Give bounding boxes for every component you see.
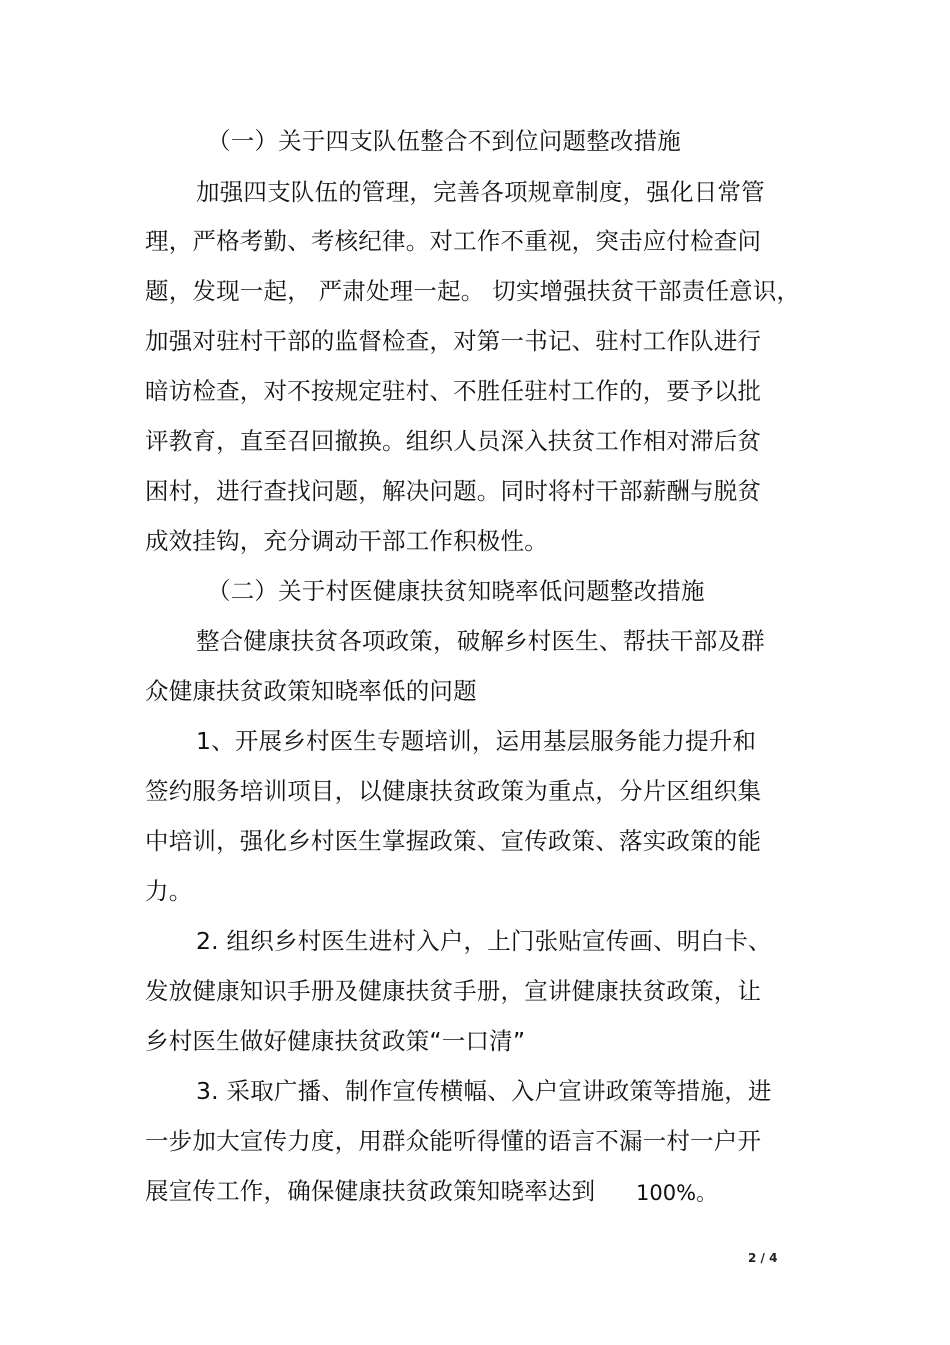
section-heading-1: （一）关于四支队伍整合不到位问题整改措施 bbox=[207, 127, 681, 155]
list-item-3-line: 一步加大宣传力度，用群众能听得懂的语言不漏一村一户开 bbox=[145, 1127, 762, 1155]
list-item-3-line: 3. 采取广播、制作宣传横幅、入户宣讲政策等措施，进 bbox=[196, 1077, 772, 1105]
percentage-value: 100%。 bbox=[636, 1181, 718, 1205]
paragraph-line: 评教育，直至召回撤换。组织人员深入扶贫工作相对滞后贫 bbox=[145, 427, 762, 455]
section-heading-2: （二）关于村医健康扶贫知晓率低问题整改措施 bbox=[207, 577, 705, 605]
list-item-1-line: 力。 bbox=[145, 877, 193, 905]
list-item-2-line: 2. 组织乡村医生进村入户，上门张贴宣传画、明白卡、 bbox=[196, 927, 772, 955]
paragraph-line: 加强对驻村干部的监督检查，对第一书记、驻村工作队进行 bbox=[145, 327, 762, 355]
list-item-1-line: 签约服务培训项目，以健康扶贫政策为重点，分片区组织集 bbox=[145, 777, 762, 805]
list-item-2-line: 发放健康知识手册及健康扶贫手册，宣讲健康扶贫政策，让 bbox=[145, 977, 762, 1005]
list-item-3-line: 展宣传工作，确保健康扶贫政策知晓率达到 bbox=[145, 1177, 596, 1205]
list-item-1-line: 中培训，强化乡村医生掌握政策、宣传政策、落实政策的能 bbox=[145, 827, 762, 855]
page-number: 2 / 4 bbox=[748, 1251, 778, 1265]
paragraph-line: 众健康扶贫政策知晓率低的问题 bbox=[145, 677, 477, 705]
paragraph-line: 加强四支队伍的管理，完善各项规章制度，强化日常管 bbox=[196, 178, 765, 206]
paragraph-line: 困村，进行查找问题，解决问题。同时将村干部薪酬与脱贫 bbox=[145, 477, 762, 505]
list-item-1-line: 1、开展乡村医生专题培训，运用基层服务能力提升和 bbox=[196, 727, 757, 755]
paragraph-line: 题，发现一起， 严肃处理一起。 切实增强扶贫干部责任意识， bbox=[145, 277, 801, 305]
paragraph-line: 整合健康扶贫各项政策，破解乡村医生、帮扶干部及群 bbox=[196, 627, 765, 655]
list-item-2-line: 乡村医生做好健康扶贫政策“一口清” bbox=[145, 1027, 526, 1055]
paragraph-line: 成效挂钩，充分调动干部工作积极性。 bbox=[145, 527, 548, 555]
paragraph-line: 理，严格考勤、考核纪律。对工作不重视，突击应付检查问 bbox=[145, 227, 762, 255]
paragraph-line: 暗访检查，对不按规定驻村、不胜任驻村工作的，要予以批 bbox=[145, 377, 762, 405]
